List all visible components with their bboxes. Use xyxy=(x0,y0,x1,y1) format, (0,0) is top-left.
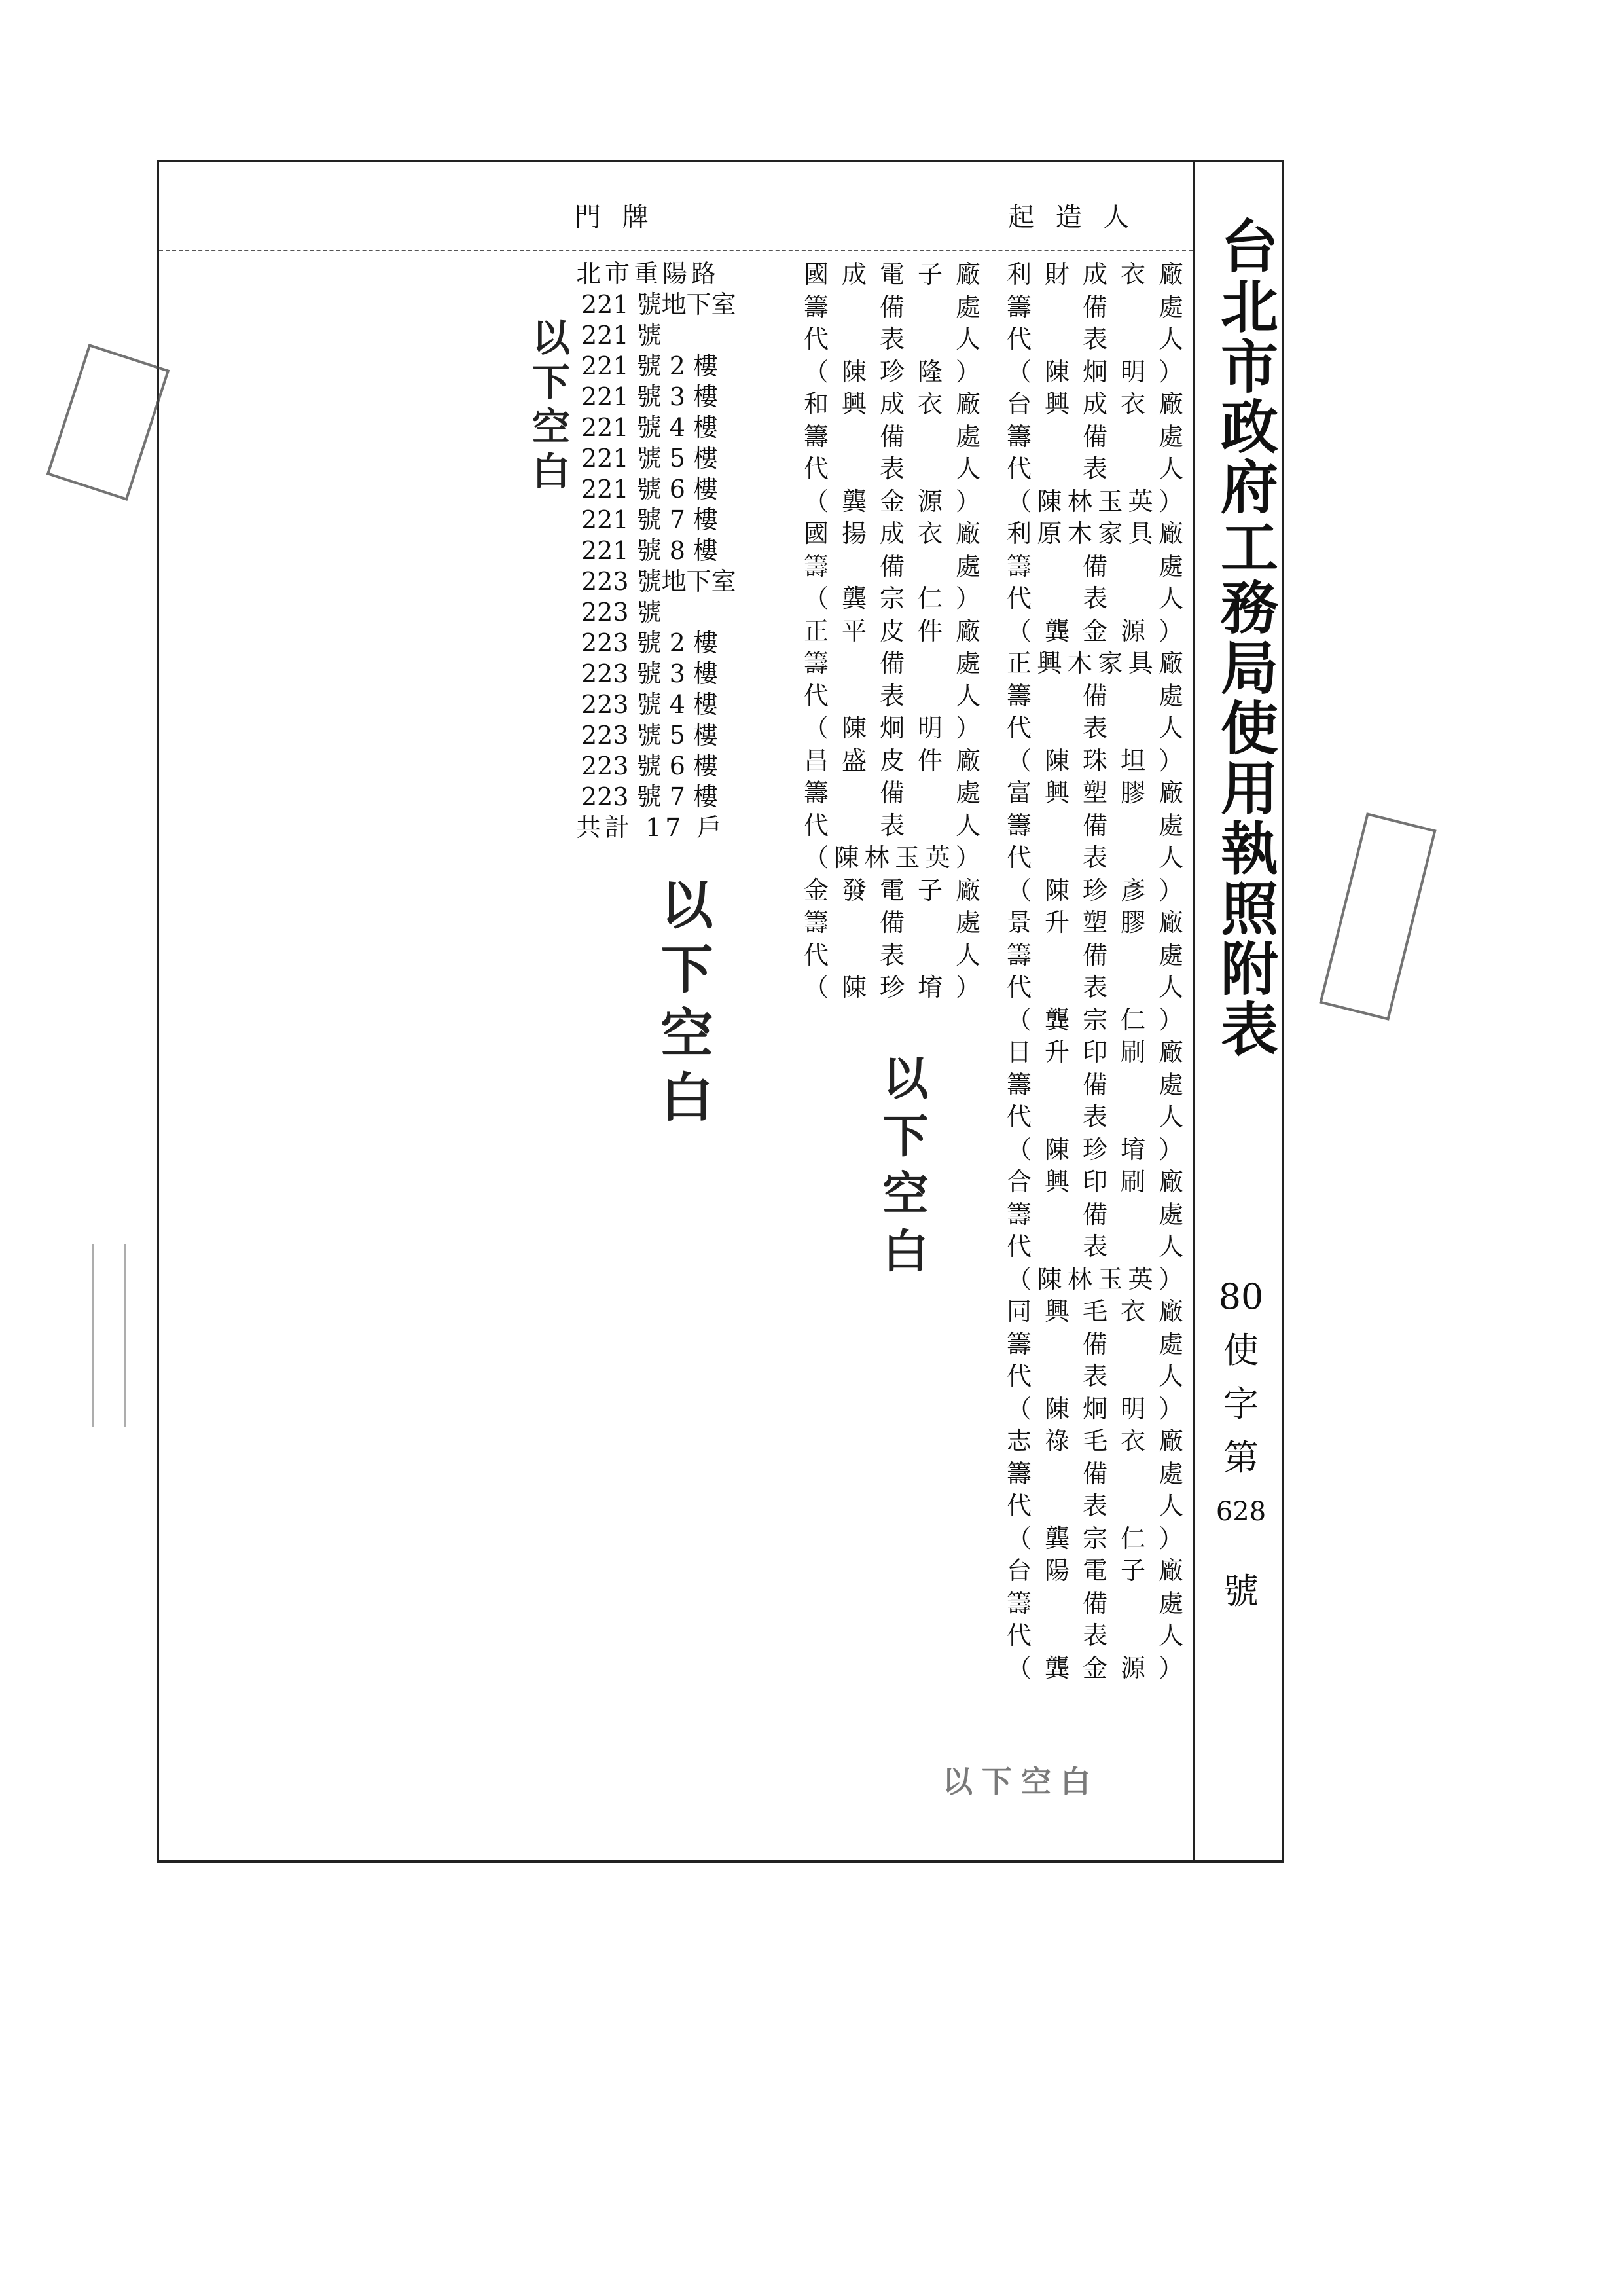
address-total: 共計 17 戶 xyxy=(576,813,726,842)
address-item: 221 號 8 樓 xyxy=(581,536,718,565)
list-item: （陳珠坦） xyxy=(1007,746,1183,775)
list-item: 景升塑膠廠 xyxy=(1007,908,1183,937)
list-item: （龔宗仁） xyxy=(804,584,980,613)
handwritten-blank-note: 以下空白 xyxy=(652,877,713,1134)
permit-number-part: 使 xyxy=(1223,1330,1259,1371)
list-item: 正興木家具廠 xyxy=(1007,649,1183,678)
list-item: 籌 備 處 xyxy=(1007,551,1183,581)
list-item: 代 表 人 xyxy=(1007,843,1183,872)
list-item: （陳炯明） xyxy=(804,714,980,742)
header-divider xyxy=(159,250,1193,251)
list-item: 籌 備 處 xyxy=(804,551,980,581)
list-item: （龔金源） xyxy=(1007,1653,1183,1683)
list-item: 籌 備 處 xyxy=(804,778,980,807)
list-item: 代 表 人 xyxy=(1007,1362,1183,1391)
list-item: 籌 備 處 xyxy=(1007,681,1183,710)
list-item: （陳珍隆） xyxy=(804,357,980,386)
permit-number-part: 628 xyxy=(1215,1497,1267,1527)
address-item: 223 號 6 樓 xyxy=(581,752,718,780)
list-item: 籌 備 處 xyxy=(1007,1199,1183,1229)
list-item: （陳炯明） xyxy=(1007,1394,1183,1423)
list-item: 代 表 人 xyxy=(804,325,980,354)
address-item: 223 號 xyxy=(581,598,662,627)
list-item: 代 表 人 xyxy=(804,940,980,970)
handwritten-blank-note: 以下空白 xyxy=(943,1764,1100,1799)
list-item: 國揚成衣廠 xyxy=(804,519,980,548)
list-item: 代 表 人 xyxy=(1007,325,1183,354)
list-item: 昌盛皮件廠 xyxy=(804,746,980,775)
permit-number-part: 80 xyxy=(1218,1276,1264,1317)
list-item: 代 表 人 xyxy=(1007,1621,1183,1650)
list-item: （陳珍堉） xyxy=(1007,1135,1183,1164)
address-item: 223 號 4 樓 xyxy=(581,690,718,719)
list-item: 代 表 人 xyxy=(1007,1232,1183,1261)
list-item: 利財成衣廠 xyxy=(1007,260,1183,289)
address-item: 221 號 7 樓 xyxy=(581,505,718,534)
builder-list-left xyxy=(804,259,980,1004)
scan-edge-mark xyxy=(124,1244,126,1427)
address-item: 221 號 6 樓 xyxy=(581,475,718,503)
list-item: 志祿毛衣廠 xyxy=(1007,1427,1183,1455)
permit-number-part: 字 xyxy=(1223,1383,1259,1425)
address-item: 223 號 2 樓 xyxy=(581,629,718,657)
list-item: 台陽電子廠 xyxy=(1007,1556,1183,1585)
list-item: （陳珍堉） xyxy=(804,973,980,1002)
handwritten-blank-note: 以下空白 xyxy=(875,1054,929,1285)
list-item: 代 表 人 xyxy=(804,681,980,710)
list-item: 代 表 人 xyxy=(1007,1491,1183,1520)
list-item: 籌 備 處 xyxy=(1007,292,1183,321)
list-item: 籌 備 處 xyxy=(804,908,980,937)
list-item: 籌 備 處 xyxy=(1007,1329,1183,1358)
scan-edge-mark xyxy=(92,1244,94,1427)
list-item: 籌 備 處 xyxy=(804,292,980,321)
address-street: 北市重陽路 xyxy=(576,259,721,288)
list-item: （陳林玉英） xyxy=(1007,1264,1183,1294)
list-item: 籌 備 處 xyxy=(1007,1588,1183,1618)
list-item: 富興塑膠廠 xyxy=(1007,778,1183,807)
list-item: 代 表 人 xyxy=(1007,714,1183,742)
list-item: 代 表 人 xyxy=(804,454,980,483)
list-item: 日升印刷廠 xyxy=(1007,1038,1183,1066)
list-item: （龔宗仁） xyxy=(1007,1523,1183,1553)
list-item: 國成電子廠 xyxy=(804,260,980,289)
address-item: 221 號 5 樓 xyxy=(581,444,718,473)
address-item: 223 號 3 樓 xyxy=(581,659,718,688)
list-item: 籌 備 處 xyxy=(804,422,980,451)
list-item: （龔宗仁） xyxy=(1007,1005,1183,1034)
list-item: （陳林玉英） xyxy=(804,843,980,872)
list-item: 籌 備 處 xyxy=(1007,422,1183,451)
permit-number-part: 號 xyxy=(1223,1571,1259,1612)
list-item: 利原木家具廠 xyxy=(1007,519,1183,548)
list-item: 籌 備 處 xyxy=(804,649,980,678)
seal-stamp xyxy=(1319,812,1436,1021)
permit-number xyxy=(1208,1270,1274,1618)
handwritten-blank-note: 以下空白 xyxy=(526,318,570,496)
list-item: 台興成衣廠 xyxy=(1007,390,1183,418)
address-item: 223 號 7 樓 xyxy=(581,782,718,811)
builder-list-right xyxy=(1007,259,1183,1685)
list-item: 籌 備 處 xyxy=(1007,1459,1183,1488)
address-item: 223 號 5 樓 xyxy=(581,721,718,750)
document-title: 台北市政府工務局使用執照附表 xyxy=(1212,216,1280,1059)
address-item: 221 號 2 樓 xyxy=(581,352,718,380)
list-item: 和興成衣廠 xyxy=(804,390,980,418)
list-item: 代 表 人 xyxy=(1007,584,1183,613)
list-item: 同興毛衣廠 xyxy=(1007,1297,1183,1326)
header-builder: 起 造 人 xyxy=(1008,202,1136,232)
address-item: 221 號地下室 xyxy=(581,290,736,319)
address-item: 221 號 3 樓 xyxy=(581,382,718,411)
list-item: （陳炯明） xyxy=(1007,357,1183,386)
list-item: 金發電子廠 xyxy=(804,875,980,905)
list-item: 籌 備 處 xyxy=(1007,940,1183,970)
list-item: 代 表 人 xyxy=(1007,454,1183,483)
list-item: （陳珍彥） xyxy=(1007,875,1183,905)
list-item: （龔金源） xyxy=(804,486,980,516)
address-item: 221 號 4 樓 xyxy=(581,413,718,442)
list-item: 合興印刷廠 xyxy=(1007,1167,1183,1196)
list-item: 籌 備 處 xyxy=(1007,1070,1183,1099)
address-item: 221 號 xyxy=(581,321,662,350)
address-list xyxy=(576,259,759,843)
address-item: 223 號地下室 xyxy=(581,567,736,596)
list-item: 籌 備 處 xyxy=(1007,811,1183,840)
seal-stamp xyxy=(46,344,170,501)
list-item: （陳林玉英） xyxy=(1007,486,1183,516)
list-item: 代 表 人 xyxy=(1007,973,1183,1002)
list-item: 正平皮件廠 xyxy=(804,616,980,646)
permit-number-part: 第 xyxy=(1223,1437,1259,1478)
list-item: 代 表 人 xyxy=(1007,1102,1183,1131)
list-item: （龔金源） xyxy=(1007,616,1183,646)
list-item: 代 表 人 xyxy=(804,811,980,840)
header-address: 門 牌 xyxy=(575,202,655,232)
